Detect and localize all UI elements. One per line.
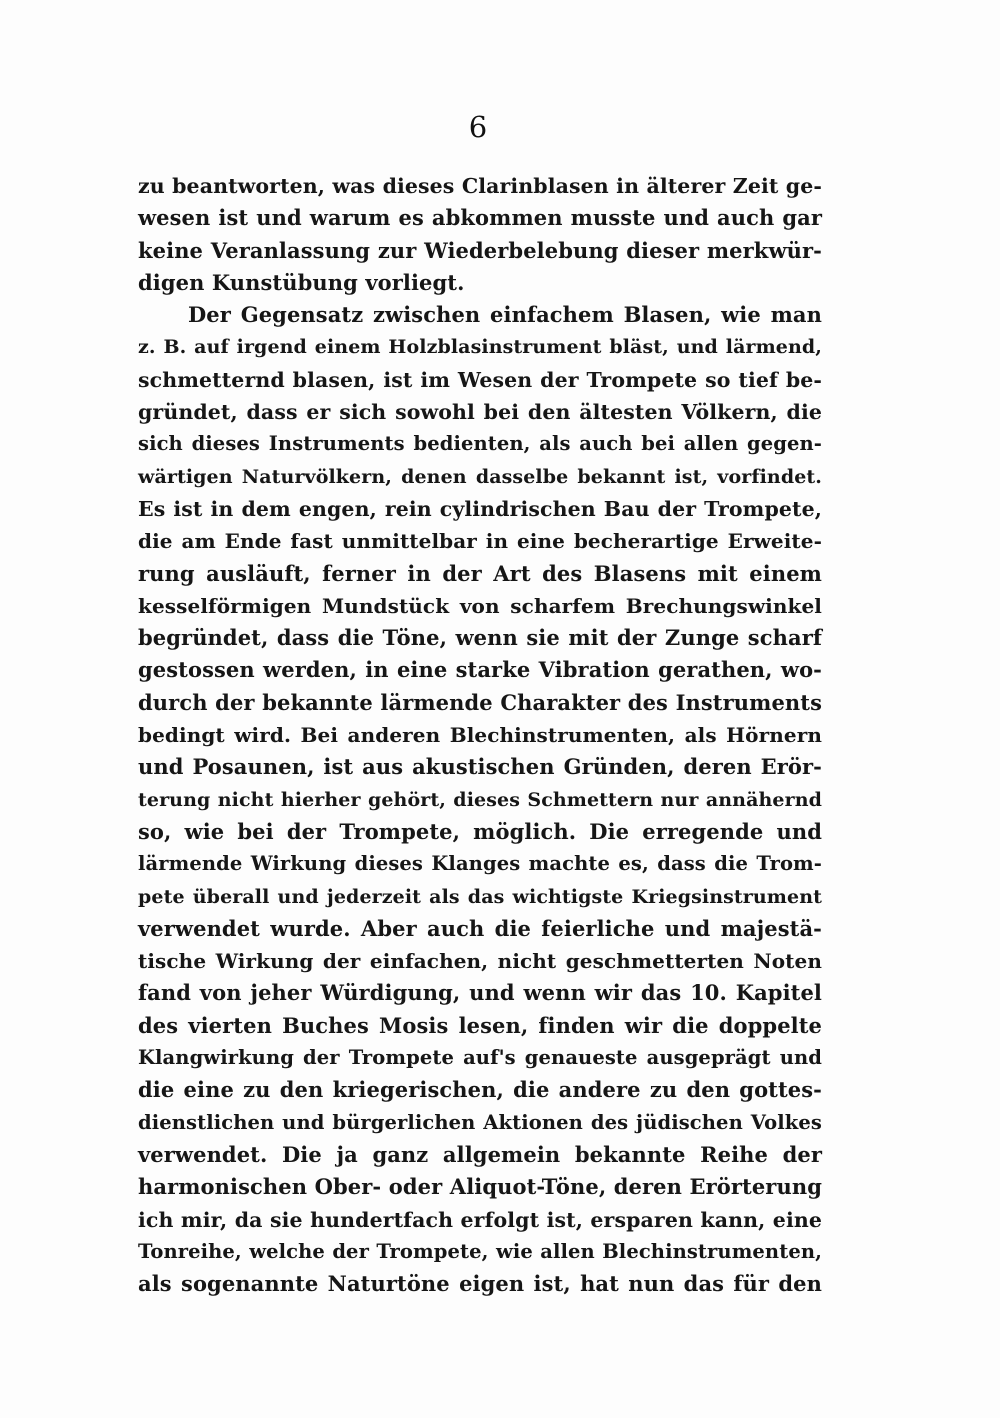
- text-line: verwendet. Die ja ganz allgemein bekannte Reihe der: [138, 1141, 822, 1167]
- text-line: digen Kunstübung vorliegt.: [138, 269, 465, 295]
- text-line: die am Ende fast unmittelbar in eine becherartige Erweite-: [138, 529, 822, 554]
- text-line: fand von jeher Würdigung, und wenn wir das 10. Kapitel: [138, 980, 822, 1006]
- text-line: Der Gegensatz zwischen einfachem Blasen, wie man: [188, 302, 822, 328]
- text-line: Tonreihe, welche der Trompete, wie allen Blechinstrumenten,: [138, 1239, 822, 1263]
- text-line: verwendet wurde. Aber auch die feierliche und majestä-: [138, 915, 822, 941]
- text-line: so, wie bei der Trompete, möglich. Die erregende und: [138, 818, 822, 844]
- text-line: gründet, dass er sich sowohl bei den ältesten Völkern, die: [138, 400, 822, 425]
- text-line: rung ausläuft, ferner in der Art des Blasens mit einem: [138, 560, 822, 586]
- text-line: Klangwirkung der Trompete auf's genaueste ausgeprägt und: [138, 1046, 822, 1070]
- text-line: dienstlichen und bürgerlichen Aktionen des jüdischen Volkes: [138, 1110, 822, 1134]
- text-line: sich dieses Instruments bedienten, als auch bei allen gegen-: [138, 432, 822, 456]
- text-line: wärtigen Naturvölkern, denen dasselbe bekannt ist, vorfindet.: [138, 465, 822, 488]
- text-line: wesen ist und warum es abkommen musste und auch gar: [138, 205, 822, 231]
- text-line: pete überall und jederzeit als das wichtigste Kriegsinstrument: [138, 885, 822, 908]
- text-line: und Posaunen, ist aus akustischen Gründen, deren Erör-: [138, 754, 822, 780]
- text-line: die eine zu den kriegerischen, die andere zu den gottes-: [138, 1077, 822, 1103]
- text-line: kesselförmigen Mundstück von scharfem Brechungswinkel: [138, 593, 822, 618]
- text-line: als sogenannte Naturtöne eigen ist, hat nun das für den: [138, 1271, 822, 1297]
- text-line: harmonischen Ober- oder Aliquot-Töne, deren Erörterung: [138, 1174, 822, 1200]
- text-line: begründet, dass die Töne, wenn sie mit der Zunge scharf: [138, 625, 822, 651]
- text-line: Es ist in dem engen, rein cylindrischen Bau der Trompete,: [138, 496, 822, 521]
- page-number: 6: [468, 110, 488, 144]
- text-line: z. B. auf irgend einem Holzblasinstrument bläst, und lärmend,: [138, 336, 822, 359]
- text-line: durch der bekannte lärmende Charakter des Instruments: [138, 689, 822, 715]
- text-line: gestossen werden, in eine starke Vibration gerathen, wo-: [138, 657, 822, 683]
- text-line: tische Wirkung der einfachen, nicht geschmetterten Noten: [138, 949, 822, 974]
- text-line: terung nicht hierher gehört, dieses Schmettern nur annähernd: [138, 788, 822, 811]
- text-line: zu beantworten, was dieses Clarinblasen in älterer Zeit ge-: [138, 174, 822, 198]
- body-text: [138, 170, 822, 1300]
- text-line: bedingt wird. Bei anderen Blechinstrumenten, als Hörnern: [138, 723, 822, 748]
- text-line: schmetternd blasen, ist im Wesen der Trompete so tief be-: [138, 367, 822, 392]
- text-line: ich mir, da sie hundertfach erfolgt ist, ersparen kann, eine: [138, 1207, 822, 1232]
- text-line: lärmende Wirkung dieses Klanges machte es, dass die Trom-: [138, 852, 822, 876]
- text-line: des vierten Buches Mosis lesen, finden wir die doppelte: [138, 1012, 822, 1038]
- text-line: keine Veranlassung zur Wiederbelebung dieser merkwür-: [138, 237, 822, 263]
